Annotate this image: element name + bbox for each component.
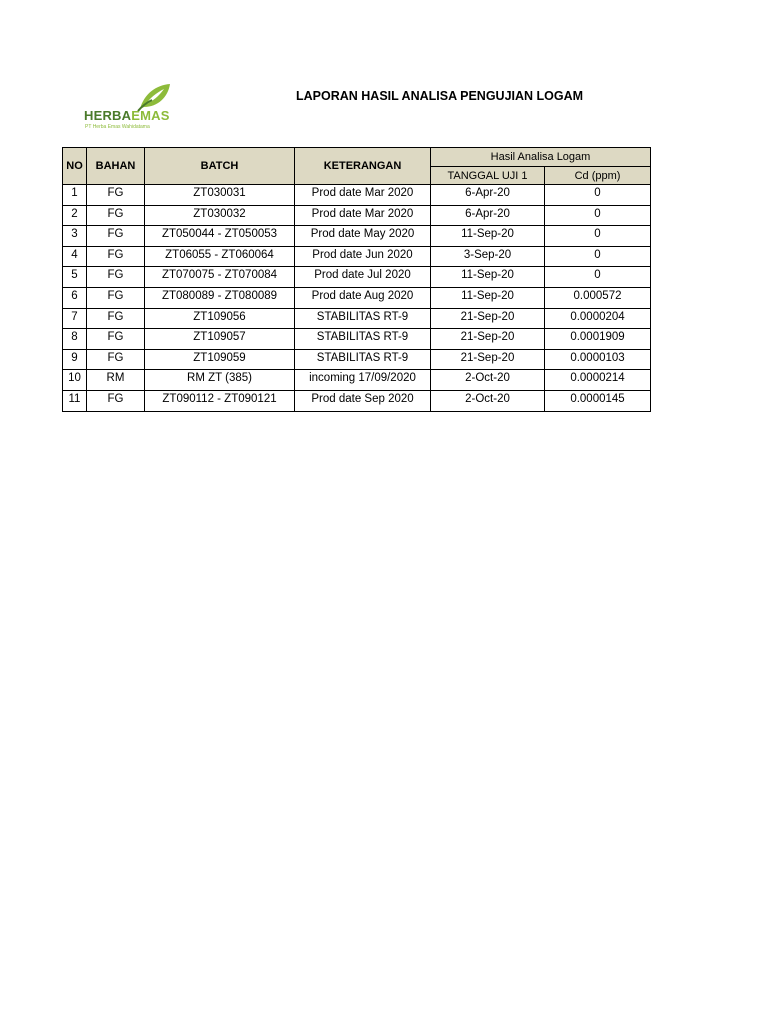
cell-no: 1 bbox=[63, 185, 87, 206]
cell-keterangan: Prod date Jun 2020 bbox=[295, 246, 431, 267]
header-bahan: BAHAN bbox=[87, 148, 145, 185]
cell-cd: 0 bbox=[545, 185, 651, 206]
cell-keterangan: STABILITAS RT-9 bbox=[295, 349, 431, 370]
cell-cd: 0 bbox=[545, 267, 651, 288]
cell-cd: 0 bbox=[545, 226, 651, 247]
cell-no: 9 bbox=[63, 349, 87, 370]
cell-batch: ZT030031 bbox=[145, 185, 295, 206]
cell-bahan: FG bbox=[87, 329, 145, 350]
cell-batch: ZT109059 bbox=[145, 349, 295, 370]
table-row bbox=[63, 349, 651, 370]
cell-bahan: RM bbox=[87, 370, 145, 391]
cell-tanggal: 21-Sep-20 bbox=[431, 308, 545, 329]
cell-batch: ZT06055 - ZT060064 bbox=[145, 246, 295, 267]
cell-tanggal: 2-Oct-20 bbox=[431, 390, 545, 411]
cell-no: 5 bbox=[63, 267, 87, 288]
cell-no: 3 bbox=[63, 226, 87, 247]
cell-batch: ZT090112 - ZT090121 bbox=[145, 390, 295, 411]
cell-bahan: FG bbox=[87, 185, 145, 206]
cell-batch: ZT080089 - ZT080089 bbox=[145, 287, 295, 308]
table-row bbox=[63, 226, 651, 247]
cell-no: 7 bbox=[63, 308, 87, 329]
cell-cd: 0.0001909 bbox=[545, 329, 651, 350]
table-row bbox=[63, 267, 651, 288]
company-name-part1: HERBA bbox=[84, 108, 132, 123]
header-hasil-analisa-logam: Hasil Analisa Logam bbox=[431, 148, 651, 167]
cell-bahan: FG bbox=[87, 390, 145, 411]
company-subtitle: PT Herba Emas Wahidatama bbox=[85, 124, 150, 130]
cell-no: 4 bbox=[63, 246, 87, 267]
report-title: LAPORAN HASIL ANALISA PENGUJIAN LOGAM bbox=[296, 89, 584, 103]
cell-keterangan: STABILITAS RT-9 bbox=[295, 329, 431, 350]
cell-bahan: FG bbox=[87, 349, 145, 370]
table-row bbox=[63, 246, 651, 267]
cell-batch: ZT030032 bbox=[145, 205, 295, 226]
cell-cd: 0 bbox=[545, 246, 651, 267]
cell-no: 8 bbox=[63, 329, 87, 350]
cell-keterangan: STABILITAS RT-9 bbox=[295, 308, 431, 329]
cell-tanggal: 3-Sep-20 bbox=[431, 246, 545, 267]
header-batch: BATCH bbox=[145, 148, 295, 185]
company-logo bbox=[84, 80, 184, 136]
cell-tanggal: 6-Apr-20 bbox=[431, 185, 545, 206]
table-row bbox=[63, 370, 651, 391]
cell-bahan: FG bbox=[87, 267, 145, 288]
cell-bahan: FG bbox=[87, 205, 145, 226]
cell-keterangan: Prod date May 2020 bbox=[295, 226, 431, 247]
cell-bahan: FG bbox=[87, 308, 145, 329]
cell-bahan: FG bbox=[87, 287, 145, 308]
cell-keterangan: Prod date Sep 2020 bbox=[295, 390, 431, 411]
header-keterangan: KETERANGAN bbox=[295, 148, 431, 185]
table-row bbox=[63, 390, 651, 411]
cell-keterangan: Prod date Mar 2020 bbox=[295, 185, 431, 206]
table-body bbox=[63, 185, 651, 412]
table-row bbox=[63, 287, 651, 308]
cell-tanggal: 21-Sep-20 bbox=[431, 329, 545, 350]
cell-tanggal: 11-Sep-20 bbox=[431, 267, 545, 288]
cell-cd: 0.0000214 bbox=[545, 370, 651, 391]
cell-no: 11 bbox=[63, 390, 87, 411]
cell-cd: 0 bbox=[545, 205, 651, 226]
header-cd-ppm: Cd (ppm) bbox=[545, 167, 651, 185]
cell-batch: ZT050044 - ZT050053 bbox=[145, 226, 295, 247]
metal-analysis-table bbox=[62, 147, 651, 412]
cell-no: 2 bbox=[63, 205, 87, 226]
table-row bbox=[63, 308, 651, 329]
cell-cd: 0.000572 bbox=[545, 287, 651, 308]
table-row bbox=[63, 185, 651, 206]
company-wordmark bbox=[84, 108, 170, 123]
table-row bbox=[63, 329, 651, 350]
cell-tanggal: 2-Oct-20 bbox=[431, 370, 545, 391]
cell-keterangan: Prod date Jul 2020 bbox=[295, 267, 431, 288]
header-no: NO bbox=[63, 148, 87, 185]
cell-tanggal: 6-Apr-20 bbox=[431, 205, 545, 226]
cell-batch: ZT109057 bbox=[145, 329, 295, 350]
cell-tanggal: 21-Sep-20 bbox=[431, 349, 545, 370]
cell-tanggal: 11-Sep-20 bbox=[431, 226, 545, 247]
cell-bahan: FG bbox=[87, 226, 145, 247]
cell-batch: ZT109056 bbox=[145, 308, 295, 329]
company-name-part2: EMAS bbox=[131, 108, 170, 123]
cell-no: 6 bbox=[63, 287, 87, 308]
cell-keterangan: Prod date Aug 2020 bbox=[295, 287, 431, 308]
cell-cd: 0.0000204 bbox=[545, 308, 651, 329]
table-row bbox=[63, 205, 651, 226]
cell-cd: 0.0000145 bbox=[545, 390, 651, 411]
cell-keterangan: incoming 17/09/2020 bbox=[295, 370, 431, 391]
cell-cd: 0.0000103 bbox=[545, 349, 651, 370]
cell-bahan: FG bbox=[87, 246, 145, 267]
cell-no: 10 bbox=[63, 370, 87, 391]
cell-tanggal: 11-Sep-20 bbox=[431, 287, 545, 308]
cell-batch: ZT070075 - ZT070084 bbox=[145, 267, 295, 288]
cell-keterangan: Prod date Mar 2020 bbox=[295, 205, 431, 226]
header-tanggal-uji: TANGGAL UJI 1 bbox=[431, 167, 545, 185]
cell-batch: RM ZT (385) bbox=[145, 370, 295, 391]
